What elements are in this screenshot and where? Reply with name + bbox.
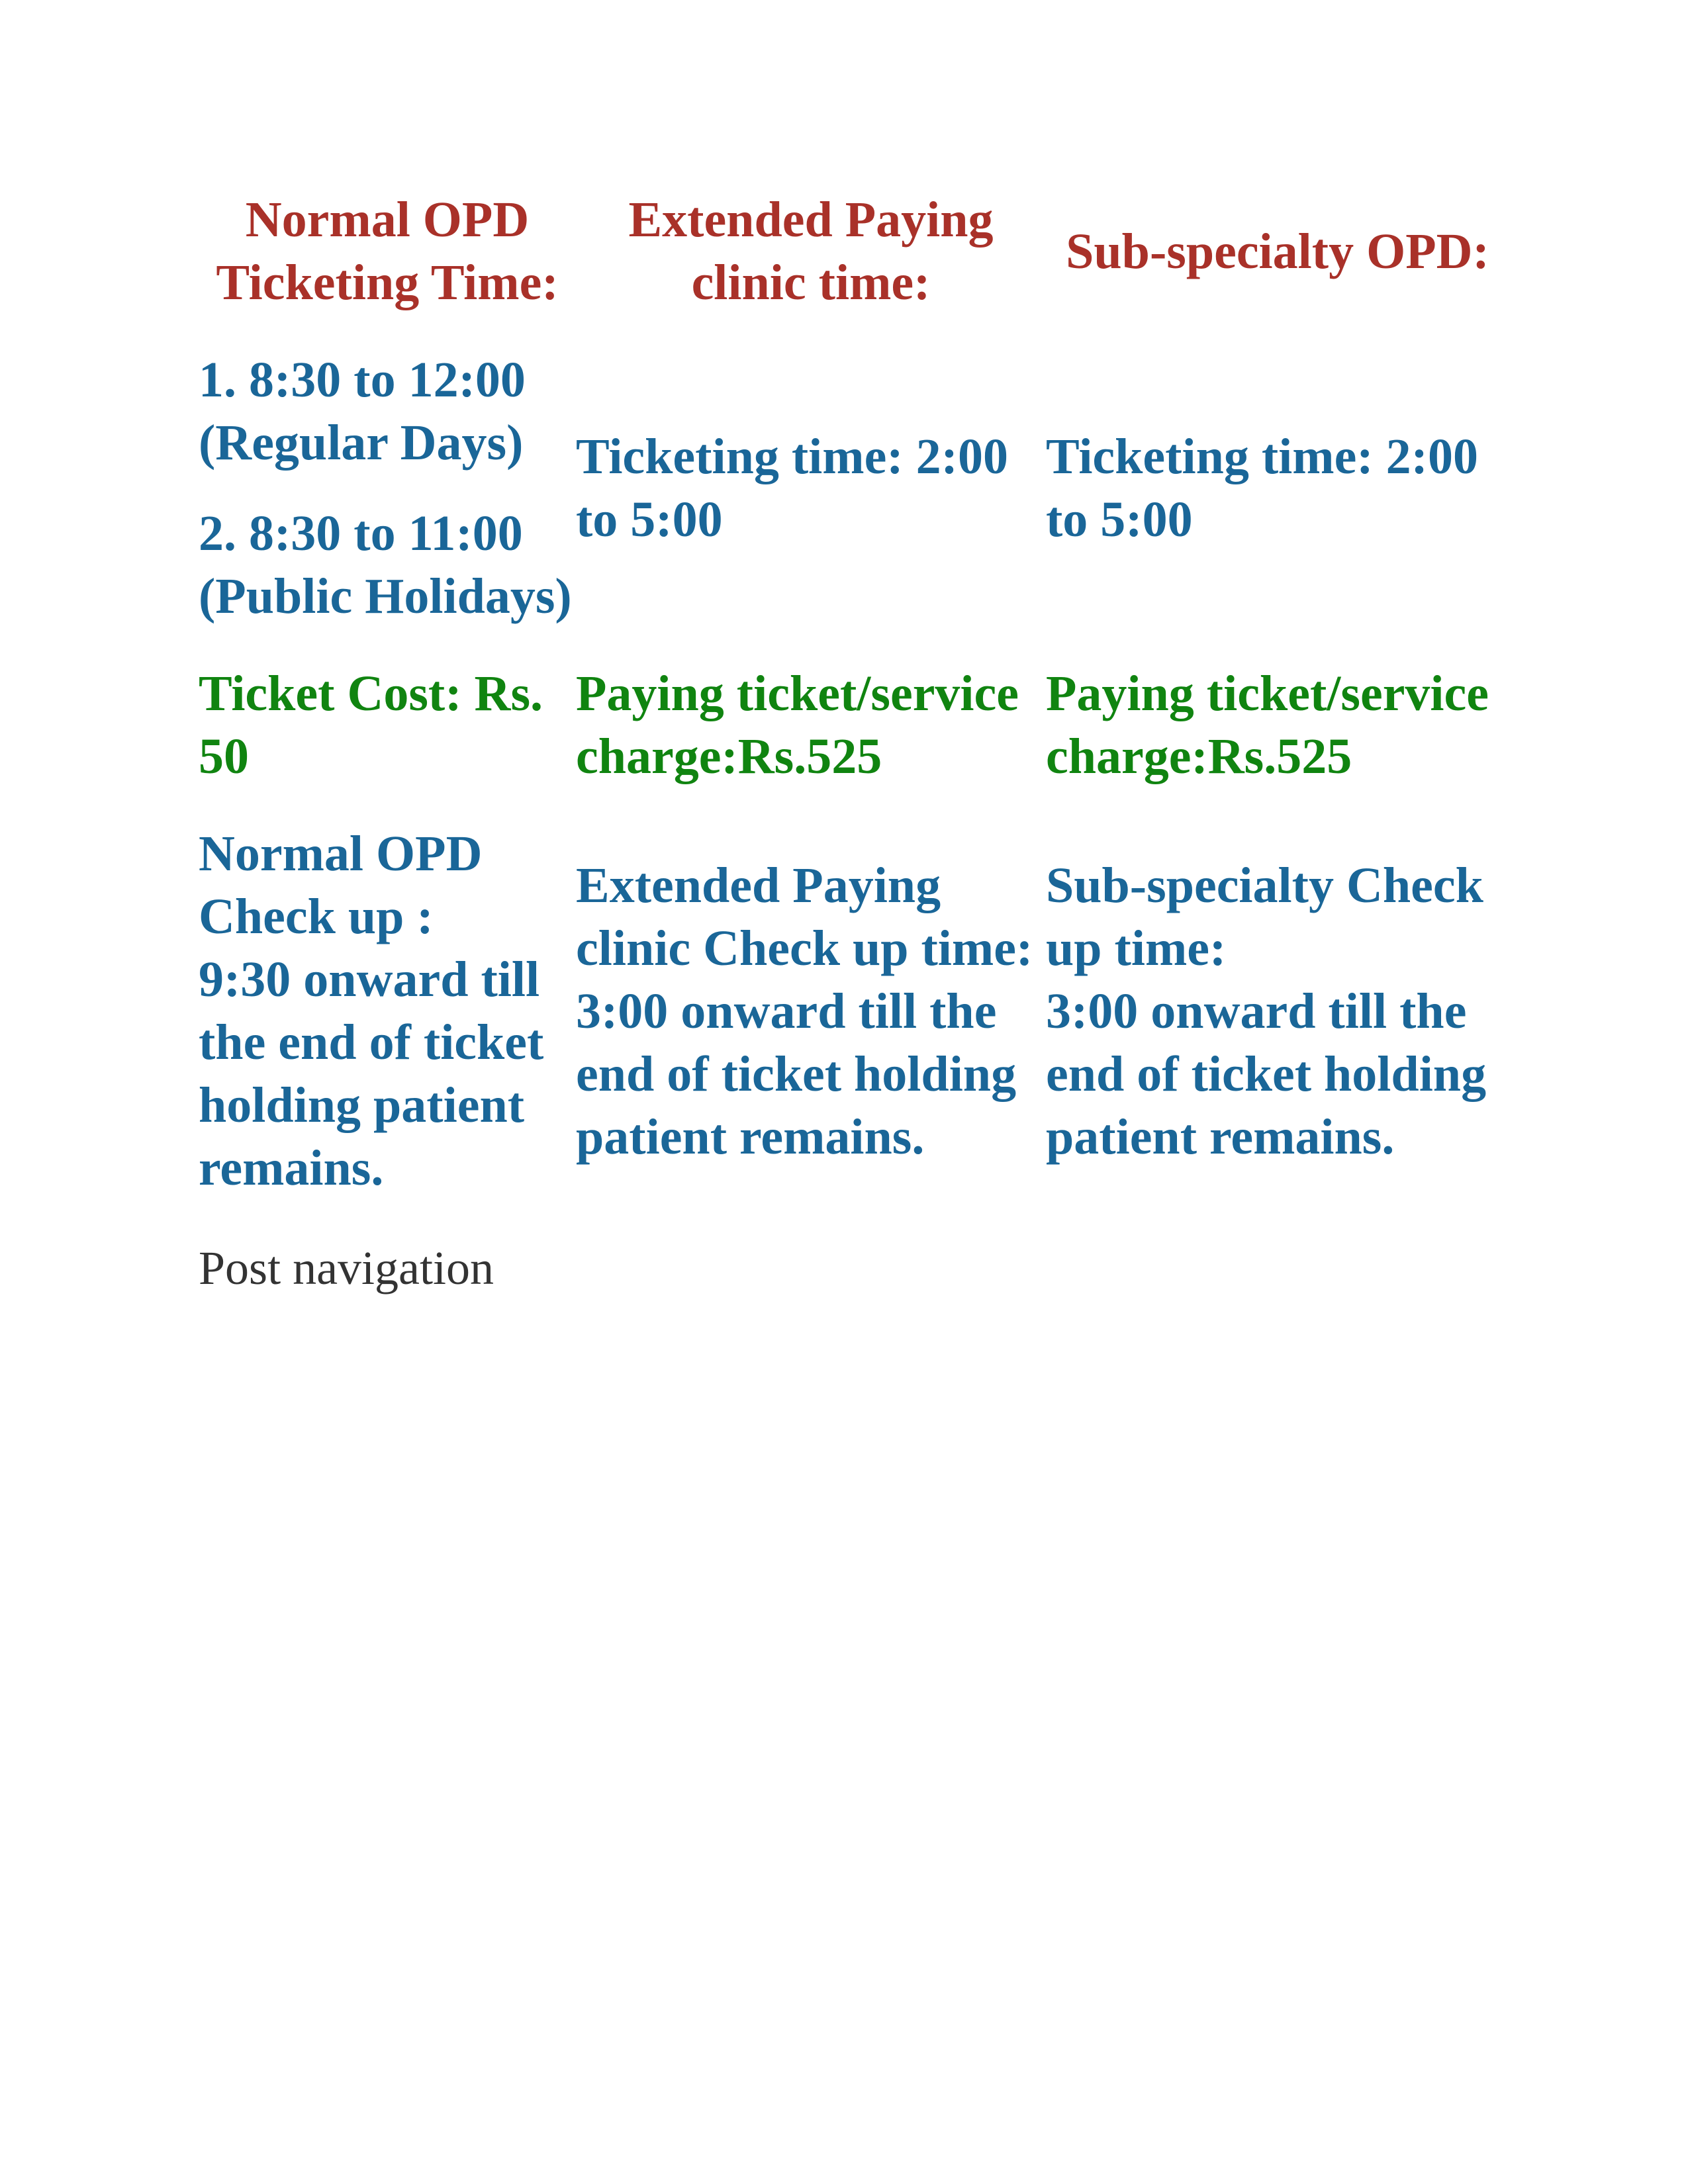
extended-clinic-checkup-time	[576, 823, 1046, 1200]
subspecialty-service-charge: Paying ticket/service charge:Rs.525	[1046, 666, 1489, 784]
checkup-label: Sub-specialty Check up time:	[1046, 857, 1483, 976]
normal-opd-checkup-time	[199, 823, 576, 1200]
extended-clinic-service-charge: Paying ticket/service charge:Rs.525	[576, 666, 1019, 784]
checkup-detail: 3:00 onward till the end of ticket holding patient remains.	[1046, 983, 1487, 1165]
opd-schedule-table	[199, 189, 1688, 1200]
post-navigation-heading: Post navigation	[199, 1242, 494, 1295]
column-header-normal-opd	[199, 189, 576, 314]
subspecialty-ticketing-time: Ticketing time: 2:00 to 5:00	[1046, 429, 1478, 547]
subspecialty-checkup-time	[1046, 823, 1509, 1200]
column-header-subspecialty-opd	[1046, 189, 1509, 314]
normal-opd-ticket-cost: Ticket Cost: Rs. 50	[199, 666, 543, 784]
checkup-label: Normal OPD Check up :	[199, 826, 483, 944]
checkup-label: Extended Paying clinic Check up time:	[576, 857, 1033, 976]
column-header-text: Sub-specialty OPD:	[1066, 223, 1489, 279]
checkup-detail: 9:30 onward till the end of ticket holding patient remains.	[199, 952, 544, 1196]
normal-opd-ticketing-times	[199, 349, 576, 628]
ticketing-item-regular-days: 1. 8:30 to 12:00 (Regular Days)	[199, 352, 526, 471]
checkup-detail: 3:00 onward till the end of ticket holding patient remains.	[576, 983, 1017, 1165]
column-header-text: Extended Paying clinic time:	[628, 192, 994, 310]
extended-clinic-ticketing-time: Ticketing time: 2:00 to 5:00	[576, 429, 1008, 547]
column-header-extended-paying-clinic	[576, 189, 1046, 314]
ticketing-item-public-holidays: 2. 8:30 to 11:00 (Public Holidays)	[199, 506, 572, 624]
column-header-text: Normal OPD Ticketing Time:	[216, 192, 559, 310]
